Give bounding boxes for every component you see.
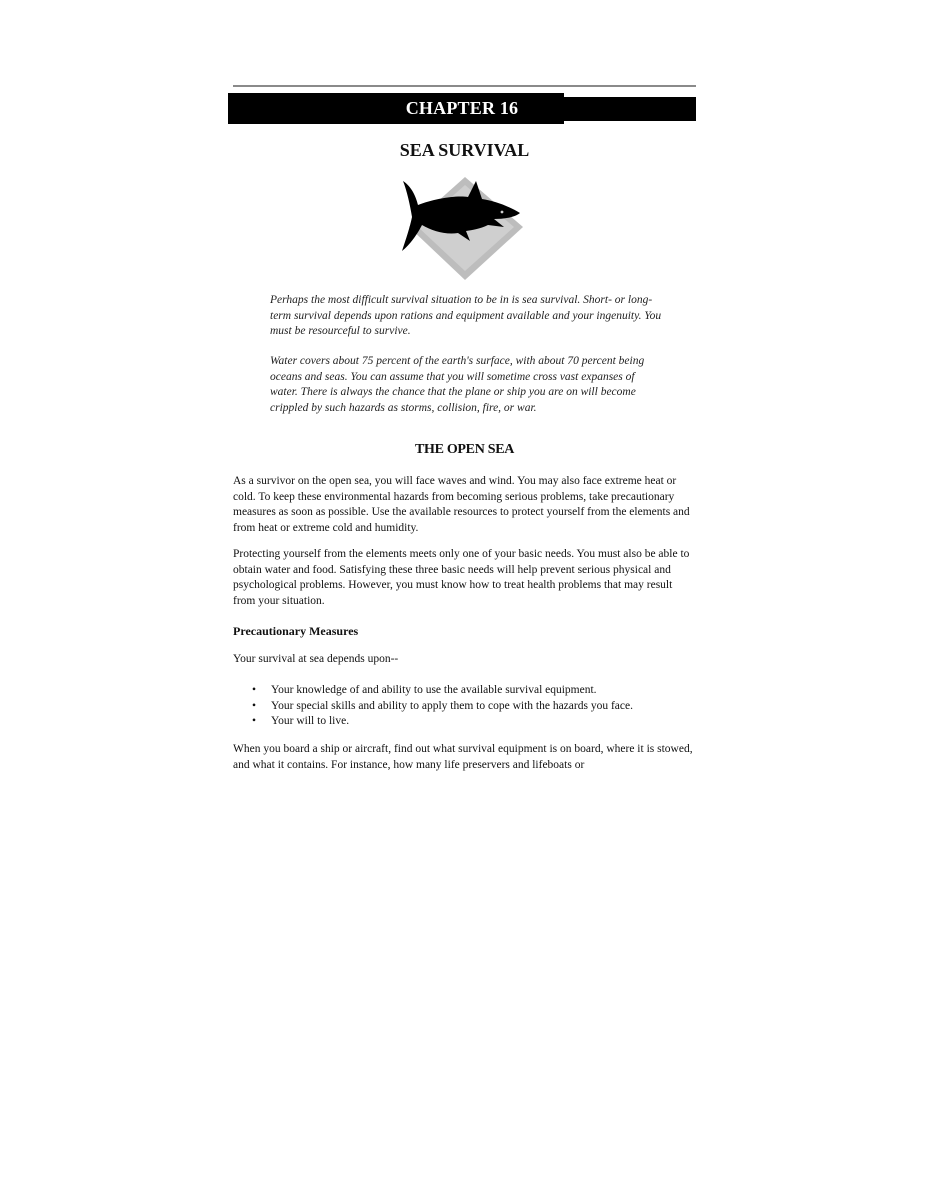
bullet-icon: • [252,699,257,712]
shark-diamond-icon [398,175,528,285]
section-heading-open-sea: THE OPEN SEA [414,442,515,457]
survival-factors-list [252,683,696,730]
open-sea-paragraph-2: Protecting yourself from the elements meets only one of your basic needs. You must also be able to obtain water and food. Satisfying these three basic needs will help prevent serious physical and psychological problems. However, you must know how to treat health problems that may result from your situation. [233,548,690,607]
list-item-text: Your will to live. [271,715,350,727]
bullet-icon: • [252,715,257,727]
closing-paragraph: When you board a ship or aircraft, find out what survival equipment is on board, where it is stowed, and what it contains. For instance, how many life preservers and lifeboats or [233,743,693,771]
precautionary-heading: Precautionary Measures [233,624,359,638]
open-sea-paragraph-1: As a survivor on the open sea, you will face waves and wind. You may also face extreme heat or cold. To keep these environmental hazards from becoming serious problems, take precautionary measures as soon as possible. Use the available resources to protect yourself from the elements and from heat or extreme cold and humidity. [233,475,690,534]
intro-paragraph-1: Perhaps the most difficult survival situation to be in is sea survival. Short- or long-term survival depends upon rations and equipment available and your ingenuity. You must be resourceful to survive. [270,294,662,337]
chapter-label: CHAPTER 16 [405,98,519,118]
list-item [252,714,696,730]
precautionary-lead: Your survival at sea depends upon-- [233,653,399,665]
page-title: SEA SURVIVAL [399,140,530,160]
bullet-icon: • [252,684,257,696]
intro-paragraph-2: Water covers about 75 percent of the earth's surface, with about 70 percent being oceans and seas. You can assume that you will sometime cross vast expanses of water. There is always the chance that the plane or ship you are on will become crippled by such hazards as storms, collision, fire, or war. [270,355,645,414]
list-item-text: Your knowledge of and ability to use the available survival equipment. [271,684,597,696]
top-rule [233,85,696,87]
list-item [252,699,696,715]
list-item-text: Your special skills and ability to apply them to cope with the hazards you face. [271,699,633,712]
list-item [252,683,696,699]
shark-eye [501,211,504,214]
